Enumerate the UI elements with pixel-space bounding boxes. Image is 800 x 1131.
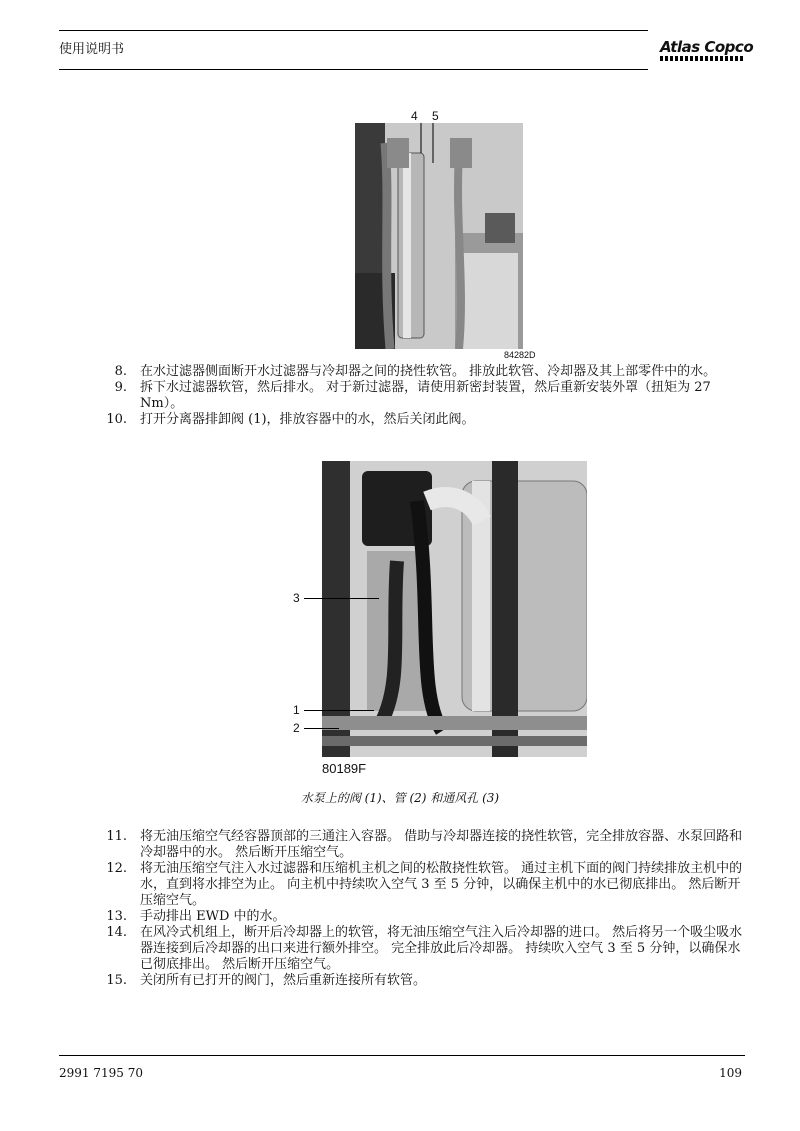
step-number: 8. <box>114 364 127 379</box>
step-text: 拆下水过滤器软管，然后排水。 对于新过滤器，请使用新密封装置，然后重新安装外罩（扭矩为 27 Nm）。 <box>140 380 711 411</box>
step-12 <box>103 861 748 909</box>
step-13 <box>103 909 748 925</box>
step-14 <box>103 925 748 973</box>
step-text: 手动排出 EWD 中的水。 <box>140 909 286 924</box>
step-text: 打开分离器排卸阀 (1)，排放容器中的水，然后关闭此阀。 <box>140 412 475 427</box>
step-9 <box>103 380 748 412</box>
step-number: 15. <box>106 973 127 988</box>
step-number: 11. <box>106 829 127 844</box>
water-filter-illustration <box>355 123 523 349</box>
atlas-copco-logo: Atlas Copco <box>660 38 754 56</box>
water-filter-photo <box>355 123 523 349</box>
callout-3-leader <box>304 598 379 599</box>
header-title: 使用说明书 <box>59 42 125 57</box>
figure1-callout-4: 4 <box>411 109 418 123</box>
step-text: 关闭所有已打开的阀门，然后重新连接所有软管。 <box>140 973 427 988</box>
callout-1-leader <box>304 710 374 711</box>
header-rule-bottom <box>59 69 648 70</box>
step-number: 12. <box>106 861 127 876</box>
figure2-callout-1: 1 <box>293 703 300 717</box>
step-text: 将无油压缩空气经容器顶部的三通注入容器。 借助与冷却器连接的挠性软管，完全排放容器、水泵回路和冷却器中的水。 然后断开压缩空气。 <box>140 829 743 860</box>
callout-2-leader <box>304 728 339 729</box>
step-number: 10. <box>106 412 127 427</box>
step-number: 13. <box>106 909 127 924</box>
figure1-code: 84282D <box>504 350 536 360</box>
figure2-callout-2: 2 <box>293 721 300 735</box>
step-text: 在风冷式机组上，断开后冷却器上的软管，将无油压缩空气注入后冷却器的进口。 然后将另一个吸尘吸水器连接到后冷却器的出口来进行额外排空。 完全排放此后冷却器。 持续吹入空气 3 至 5 分钟，以确保水已彻底排出。 然后断开压缩空气。 <box>140 925 743 972</box>
steps-list-b <box>103 829 748 989</box>
water-pump-illustration <box>322 461 587 757</box>
step-11 <box>103 829 748 861</box>
document-number: 2991 7195 70 <box>59 1066 143 1080</box>
figure1-callout-5: 5 <box>432 109 439 123</box>
header-rule-top <box>59 30 648 31</box>
footer-rule <box>59 1055 745 1056</box>
page-number: 109 <box>719 1066 742 1080</box>
step-number: 9. <box>114 380 127 395</box>
figure2-caption: 水泵上的阀 (1)、管 (2) 和通风孔 (3) <box>300 791 500 805</box>
water-pump-photo <box>322 461 587 757</box>
steps-list-a <box>103 364 748 428</box>
logo-stripes <box>660 56 745 61</box>
step-text: 将无油压缩空气注入水过滤器和压缩机主机之间的松散挠性软管。 通过主机下面的阀门持续排放主机中的水，直到将水排空为止。 向主机中持续吹入空气 3 至 5 分钟，以确保主机中的水已彻底排出。 然后断开压缩空气。 <box>140 861 743 908</box>
figure2-callout-3: 3 <box>293 591 300 605</box>
step-10 <box>103 412 748 428</box>
step-number: 14. <box>106 925 127 940</box>
figure2-code: 80189F <box>322 761 367 776</box>
step-15 <box>103 973 748 989</box>
step-text: 在水过滤器侧面断开水过滤器与冷却器之间的挠性软管。 排放此软管、冷却器及其上部零件中的水。 <box>140 364 717 379</box>
step-8 <box>103 364 748 380</box>
